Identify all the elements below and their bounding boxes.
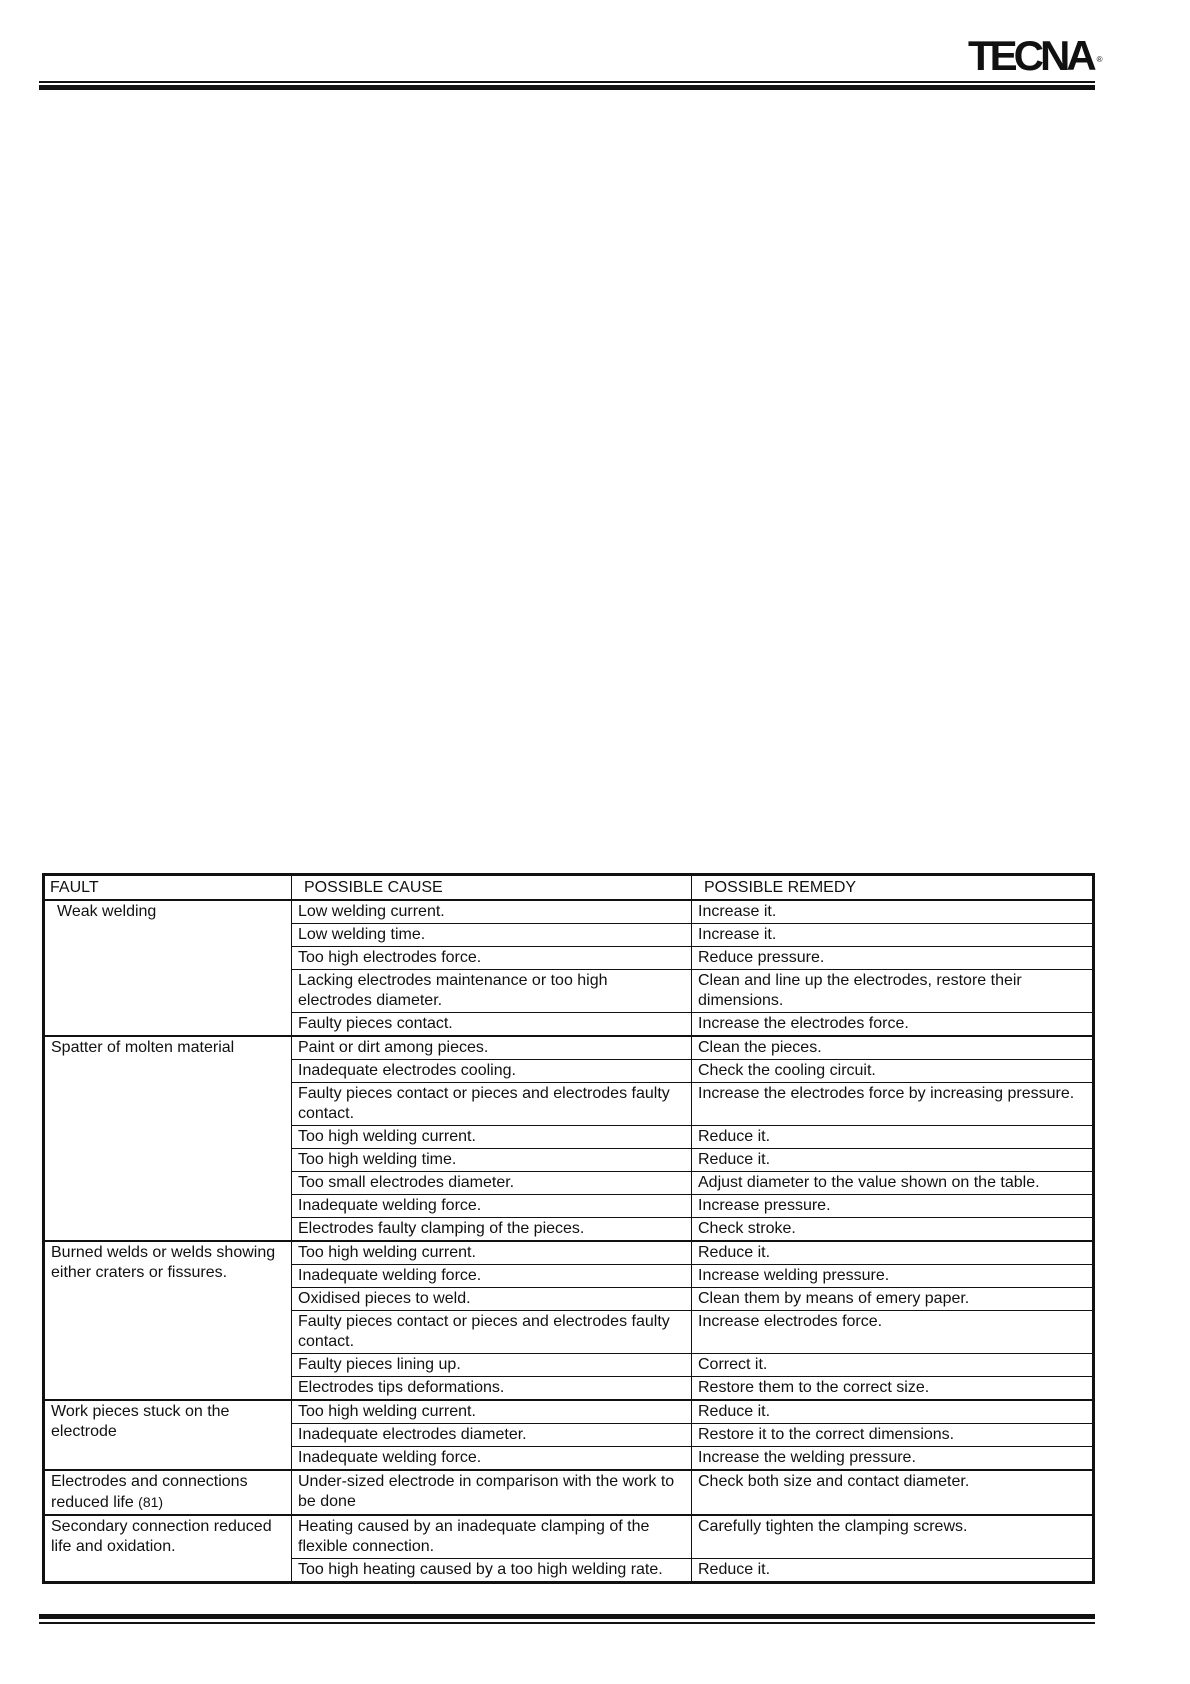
remedy-cell: Restore them to the correct size.	[692, 1377, 1094, 1401]
remedy-cell: Clean the pieces.	[692, 1036, 1094, 1060]
troubleshooting-table	[42, 873, 1095, 1584]
cause-cell: Too high welding current.	[292, 1241, 692, 1265]
logo-text: TECNA	[968, 32, 1093, 79]
header-rule-thick	[39, 85, 1095, 90]
remedy-cell: Carefully tighten the clamping screws.	[692, 1515, 1094, 1559]
table-row	[44, 1515, 1094, 1559]
cause-cell: Too small electrodes diameter.	[292, 1172, 692, 1195]
cause-cell: Low welding time.	[292, 924, 692, 947]
cause-cell: Paint or dirt among pieces.	[292, 1036, 692, 1060]
remedy-cell: Check stroke.	[692, 1218, 1094, 1242]
remedy-cell: Reduce it.	[692, 1241, 1094, 1265]
remedy-cell: Increase the welding pressure.	[692, 1447, 1094, 1471]
footer-rule-thick	[39, 1614, 1095, 1619]
cause-cell: Too high heating caused by a too high welding rate.	[292, 1559, 692, 1583]
header-fault: FAULT	[44, 875, 292, 901]
table-header-row	[44, 875, 1094, 901]
cause-cell: Faulty pieces contact.	[292, 1013, 692, 1037]
cause-cell: Electrodes tips deformations.	[292, 1377, 692, 1401]
remedy-cell: Adjust diameter to the value shown on the table.	[692, 1172, 1094, 1195]
cause-cell: Inadequate electrodes cooling.	[292, 1060, 692, 1083]
remedy-cell: Clean and line up the electrodes, restore their dimensions.	[692, 970, 1094, 1013]
tecna-logo	[968, 32, 1103, 79]
cause-cell: Too high electrodes force.	[292, 947, 692, 970]
table-row	[44, 1400, 1094, 1424]
cause-cell: Inadequate welding force.	[292, 1195, 692, 1218]
fault-cell: Secondary connection reduced life and oxidation.	[44, 1515, 292, 1583]
remedy-cell: Reduce pressure.	[692, 947, 1094, 970]
table-row	[44, 900, 1094, 924]
remedy-cell: Check both size and contact diameter.	[692, 1470, 1094, 1515]
remedy-cell: Reduce it.	[692, 1400, 1094, 1424]
footer-rule-thin	[39, 1622, 1095, 1624]
cause-cell: Faulty pieces contact or pieces and electrodes faulty contact.	[292, 1083, 692, 1126]
fault-cell: Spatter of molten material	[44, 1036, 292, 1241]
remedy-cell: Increase it.	[692, 900, 1094, 924]
remedy-cell: Clean them by means of emery paper.	[692, 1288, 1094, 1311]
cause-cell: Too high welding time.	[292, 1149, 692, 1172]
fault-cell: Burned welds or welds showing either craters or fissures.	[44, 1241, 292, 1400]
fault-text: Electrodes and connections reduced life	[51, 1473, 248, 1511]
registered-mark: ®	[1096, 55, 1103, 64]
header-rule-thin	[39, 81, 1095, 83]
cause-cell: Oxidised pieces to weld.	[292, 1288, 692, 1311]
remedy-cell: Increase welding pressure.	[692, 1265, 1094, 1288]
cause-cell: Too high welding current.	[292, 1126, 692, 1149]
remedy-cell: Reduce it.	[692, 1559, 1094, 1583]
fault-cell: Weak welding	[44, 900, 292, 1036]
cause-cell: Too high welding current.	[292, 1400, 692, 1424]
remedy-cell: Restore it to the correct dimensions.	[692, 1424, 1094, 1447]
remedy-cell: Check the cooling circuit.	[692, 1060, 1094, 1083]
cause-cell: Inadequate electrodes diameter.	[292, 1424, 692, 1447]
fault-cell	[44, 1470, 292, 1515]
cause-cell: Heating caused by an inadequate clamping of the flexible connection.	[292, 1515, 692, 1559]
cause-cell: Low welding current.	[292, 900, 692, 924]
remedy-cell: Increase the electrodes force by increasing pressure.	[692, 1083, 1094, 1126]
remedy-cell: Increase the electrodes force.	[692, 1013, 1094, 1037]
cause-cell: Under-sized electrode in comparison with the work to be done	[292, 1470, 692, 1515]
cause-cell: Electrodes faulty clamping of the pieces.	[292, 1218, 692, 1242]
remedy-cell: Increase it.	[692, 924, 1094, 947]
remedy-cell: Reduce it.	[692, 1149, 1094, 1172]
fault-reference: (81)	[138, 1494, 164, 1510]
remedy-cell: Reduce it.	[692, 1126, 1094, 1149]
cause-cell: Faulty pieces lining up.	[292, 1354, 692, 1377]
table-row	[44, 1470, 1094, 1515]
fault-cell: Work pieces stuck on the electrode	[44, 1400, 292, 1470]
remedy-cell: Correct it.	[692, 1354, 1094, 1377]
remedy-cell: Increase pressure.	[692, 1195, 1094, 1218]
table-row	[44, 1036, 1094, 1060]
cause-cell: Inadequate welding force.	[292, 1265, 692, 1288]
table-row	[44, 1241, 1094, 1265]
header-possible-cause: POSSIBLE CAUSE	[292, 875, 692, 901]
remedy-cell: Increase electrodes force.	[692, 1311, 1094, 1354]
cause-cell: Lacking electrodes maintenance or too high electrodes diameter.	[292, 970, 692, 1013]
header-possible-remedy: POSSIBLE REMEDY	[692, 875, 1094, 901]
cause-cell: Faulty pieces contact or pieces and electrodes faulty contact.	[292, 1311, 692, 1354]
cause-cell: Inadequate welding force.	[292, 1447, 692, 1471]
